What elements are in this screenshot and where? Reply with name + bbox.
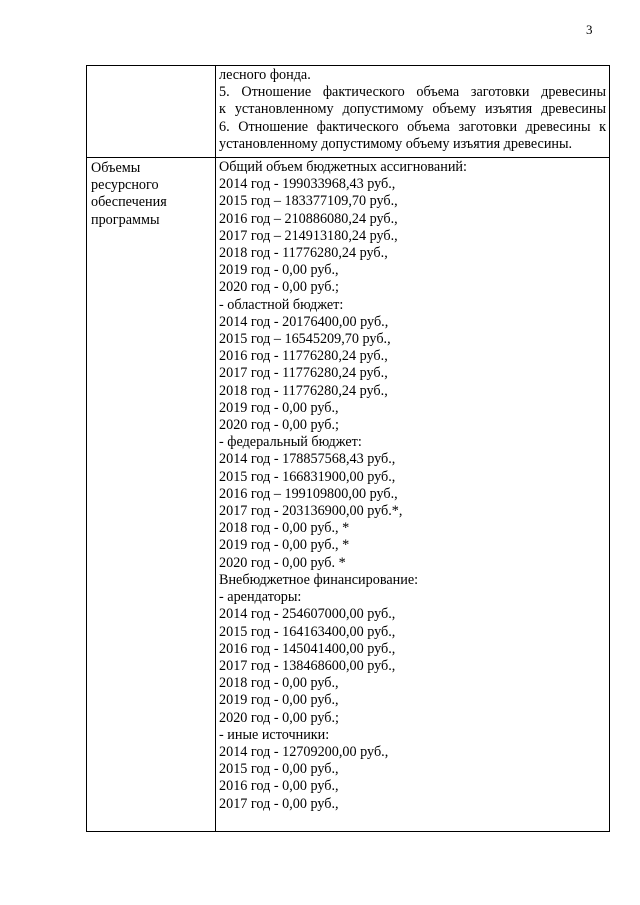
budget-line: 2016 год - 145041400,00 руб., bbox=[219, 640, 396, 657]
budget-line: 2019 год - 0,00 руб., * bbox=[219, 537, 350, 554]
federal-budget-heading: - федеральный бюджет: bbox=[219, 434, 362, 451]
row-label-line: ресурсного bbox=[91, 177, 159, 194]
budget-line: 2020 год - 0,00 руб.; bbox=[219, 417, 340, 434]
tenants-heading: - арендаторы: bbox=[219, 589, 302, 606]
budget-line: 2018 год - 0,00 руб., * bbox=[219, 520, 350, 537]
program-passport-table bbox=[86, 65, 610, 832]
text-line: установленному допустимому объему изъятия древесины. bbox=[219, 135, 573, 152]
budget-line: 2014 год - 254607000,00 руб., bbox=[219, 606, 396, 623]
budget-total-heading: Общий объем бюджетных ассигнований: bbox=[219, 159, 467, 176]
budget-line: 2020 год - 0,00 руб.; bbox=[219, 279, 340, 296]
budget-line: 2016 год - 11776280,24 руб., bbox=[219, 348, 388, 365]
budget-line: 2018 год - 11776280,24 руб., bbox=[219, 382, 388, 399]
budget-line: 2019 год - 0,00 руб., bbox=[219, 692, 339, 709]
row-label-line: программы bbox=[91, 211, 160, 228]
budget-line: 2018 год - 11776280,24 руб., bbox=[219, 245, 388, 262]
budget-line: 2014 год - 12709200,00 руб., bbox=[219, 743, 389, 760]
row2-right-cell bbox=[216, 158, 610, 832]
text-line: 5. Отношение фактического объема заготовки древесины bbox=[219, 84, 606, 101]
budget-line: 2020 год - 0,00 руб.; bbox=[219, 709, 340, 726]
budget-line: 2016 год - 0,00 руб., bbox=[219, 778, 339, 795]
budget-line: 2017 год - 0,00 руб., bbox=[219, 795, 339, 812]
text-line: лесного фонда. bbox=[219, 67, 311, 83]
budget-line: 2016 год – 199109800,00 руб., bbox=[219, 485, 398, 502]
table-row-indicators-continued bbox=[87, 66, 610, 158]
row2-left-cell bbox=[87, 158, 216, 832]
budget-line: 2018 год - 0,00 руб., bbox=[219, 675, 339, 692]
table-row-resource-support bbox=[87, 158, 610, 832]
budget-line: 2015 год - 166831900,00 руб., bbox=[219, 468, 396, 485]
page-number: 3 bbox=[586, 22, 593, 37]
row1-right-cell bbox=[216, 66, 610, 158]
row-label-line: обеспечения bbox=[91, 194, 167, 211]
budget-line: 2017 год – 214913180,24 руб., bbox=[219, 227, 398, 244]
budget-line: 2015 год - 0,00 руб., bbox=[219, 761, 339, 778]
budget-line: 2014 год - 20176400,00 руб., bbox=[219, 313, 389, 330]
budget-line: 2014 год - 178857568,43 руб., bbox=[219, 451, 396, 468]
budget-line: 2015 год – 183377109,70 руб., bbox=[219, 193, 398, 210]
budget-line: 2017 год - 138468600,00 руб., bbox=[219, 657, 396, 674]
budget-line: 2017 год - 203136900,00 руб.*, bbox=[219, 503, 403, 520]
row-label-line: Объемы bbox=[91, 160, 141, 177]
regional-budget-heading: - областной бюджет: bbox=[219, 296, 344, 313]
budget-line: 2015 год - 164163400,00 руб., bbox=[219, 623, 396, 640]
budget-line: 2019 год - 0,00 руб., bbox=[219, 262, 339, 279]
budget-line: 2015 год – 16545209,70 руб., bbox=[219, 331, 391, 348]
text-line: к установленному допустимому объему изъятия древесины bbox=[219, 101, 606, 118]
text-line: 6. Отношение фактического объема заготовки древесины к bbox=[219, 118, 606, 135]
extrabudgetary-heading: Внебюджетное финансирование: bbox=[219, 571, 419, 588]
budget-line: 2020 год - 0,00 руб. * bbox=[219, 554, 346, 571]
budget-line: 2019 год - 0,00 руб., bbox=[219, 399, 339, 416]
row1-left-cell bbox=[87, 66, 216, 158]
budget-line: 2017 год - 11776280,24 руб., bbox=[219, 365, 388, 382]
budget-line: 2014 год - 199033968,43 руб., bbox=[219, 176, 396, 193]
budget-line: 2016 год – 210886080,24 руб., bbox=[219, 210, 398, 227]
other-sources-heading: - иные источники: bbox=[219, 726, 330, 743]
